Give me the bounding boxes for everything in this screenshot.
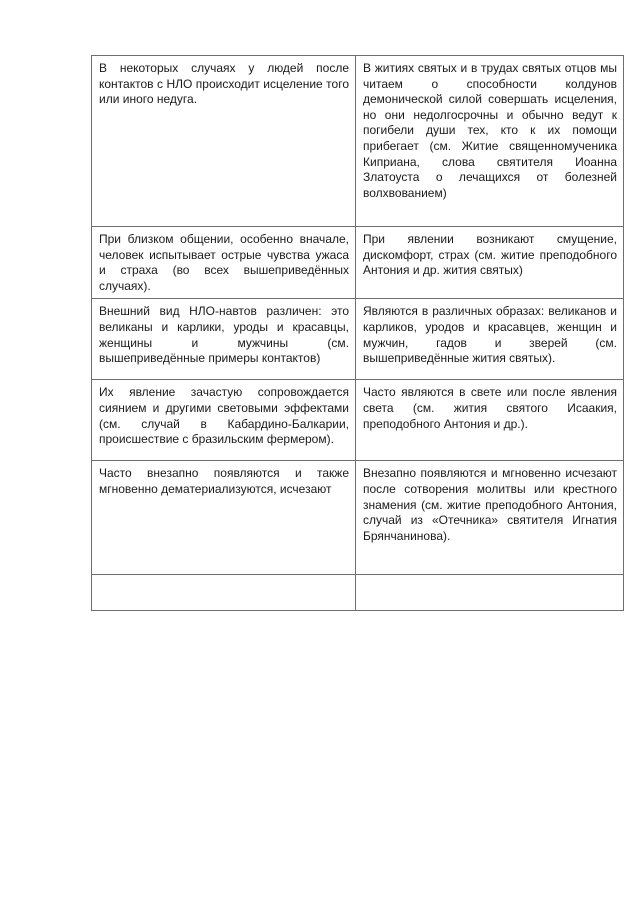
table-row bbox=[92, 575, 624, 611]
table-cell-right: При явлении возникают смущение, дискомфорт, страх (см. житие преподобного Антония и др. жития святых) bbox=[356, 227, 624, 299]
table-cell-left: Внешний вид НЛО-навтов различен: это великаны и карлики, уроды и красавцы, женщины и мужчины (см. вышеприведённые примеры контактов) bbox=[92, 299, 356, 380]
table-row bbox=[92, 380, 624, 461]
table-cell-left: Их явление зачастую сопровождается сиянием и другими световыми эффектами (см. случай в Кабардино-Балкарии, происшествие с бразильским фермером). bbox=[92, 380, 356, 461]
table-cell-right: Являются в различных образах: великанов и карликов, уродов и красавцев, женщин и мужчин, гадов и зверей (см. вышеприведённые жития святых). bbox=[356, 299, 624, 380]
table-cell-right: В житиях святых и в трудах святых отцов мы читаем о способности колдунов демонической силой совершать исцеления, но они недолгосрочны и обычно ведут к погибели души тех, кто к их помощи прибегает (см. Житие священномученика Киприана, слова святителя Иоанна Златоуста о лечащихся от болезней волхвованием) bbox=[356, 56, 624, 227]
table-cell-right bbox=[356, 575, 624, 611]
table-cell-left: При близком общении, особенно вначале, человек испытывает острые чувства ужаса и страха (во всех вышеприведённых случаях). bbox=[92, 227, 356, 299]
table-row bbox=[92, 56, 624, 227]
table-row bbox=[92, 299, 624, 380]
table-cell-left: В некоторых случаях у людей после контактов с НЛО происходит исцеление того или иного недуга. bbox=[92, 56, 356, 227]
table-row bbox=[92, 461, 624, 575]
comparison-table bbox=[91, 55, 624, 611]
table-cell-left bbox=[92, 575, 356, 611]
table-row bbox=[92, 227, 624, 299]
table-cell-right: Часто являются в свете или после явления света (см. жития святого Исаакия, преподобного Антония и др.). bbox=[356, 380, 624, 461]
table-cell-left: Часто внезапно появляются и также мгновенно дематериализуются, исчезают bbox=[92, 461, 356, 575]
table-cell-right: Внезапно появляются и мгновенно исчезают после сотворения молитвы или крестного знамения (см. житие преподобного Антония, случай из «Отечника» святителя Игнатия Брянчанинова). bbox=[356, 461, 624, 575]
